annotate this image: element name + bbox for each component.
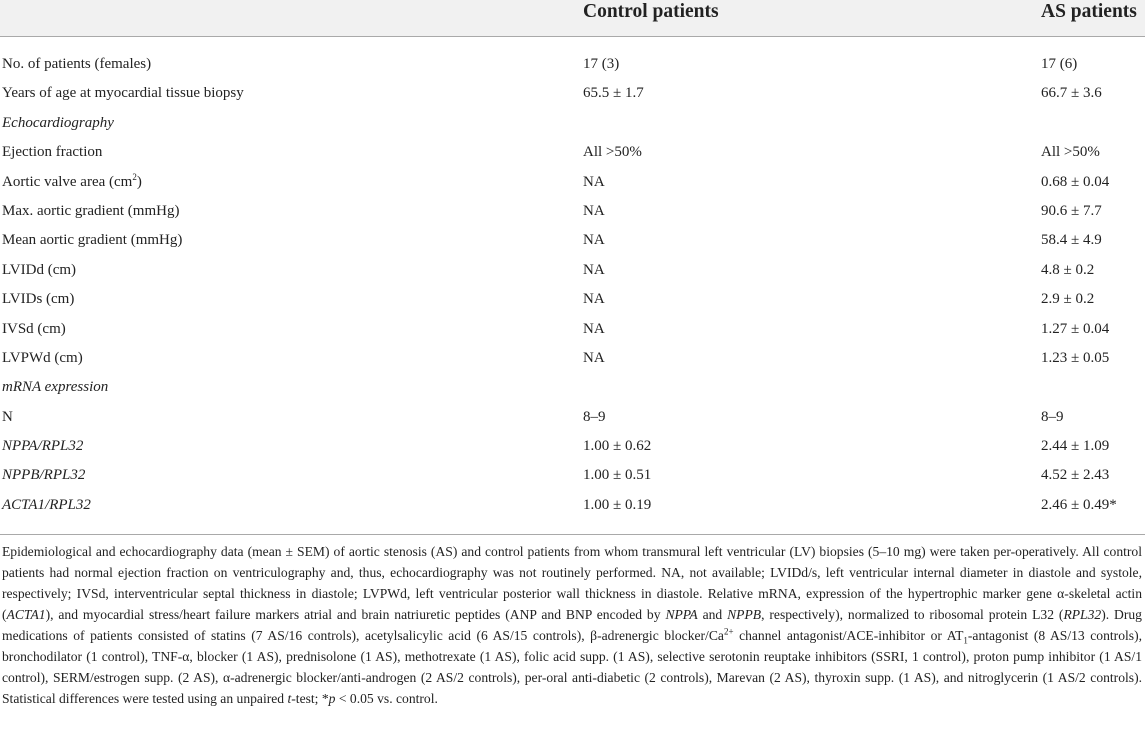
row-label: IVSd (cm)	[2, 320, 66, 337]
footnote-t-test: t	[287, 691, 292, 706]
row-label: NPPA/RPL32	[2, 438, 84, 455]
footnote-subscript: 1	[963, 635, 968, 646]
footnote-text: , respectively), normalized to ribosomal protein L32 (	[761, 607, 1064, 622]
as-value: 2.9 ± 0.2	[1041, 291, 1095, 308]
table-row	[0, 168, 1145, 197]
table-row	[0, 256, 1145, 285]
table-row	[0, 226, 1145, 255]
footnote-text: < 0.05 vs. control.	[335, 691, 438, 706]
control-value: NA	[583, 173, 605, 190]
as-value: 66.7 ± 3.6	[1041, 85, 1102, 102]
section-mrna-expression: mRNA expression	[2, 379, 109, 396]
as-value: 1.23 ± 0.05	[1041, 349, 1110, 366]
control-value: 1.00 ± 0.62	[583, 438, 652, 455]
control-value: 65.5 ± 1.7	[583, 85, 644, 102]
footnote-text: -antagonist (8 AS/13 controls), bronchodilator (1 control), TNF-α, blocker (1 AS), prednisolone (1 AS), methotrexate (1 AS), folic acid supp. (1 AS), selective serotonin reuptake inhibitors (SSRI, 1 control), proton pump inhibitor (1 AS/1 control), SERM/estrogen supp. (2 AS), α-adrenergic blocker/anti-androgen (2 AS/2 controls), per-oral anti-diabetic (2 controls), Marevan (2 AS), thyroxin supp. (1 AS), and nitroglycerin (1 AS/2 controls). Statistical differences were tested using an unpaired	[2, 628, 1142, 706]
control-value: NA	[583, 291, 605, 308]
footnote-text: Epidemiological and echocardiography data (mean ± SEM) of aortic stenosis (AS) and control patients from whom transmural left ventricular (LV) biopsies (5–10 mg) were taken per-operatively. All control patients had normal ejection fraction on ventriculography and, thus, echocardiography was not routinely performed. NA, not available; LVIDd/s, left ventricular internal diameter in diastole and systole, respectively; IVSd, interventricular septal thickness in diastole; LVPWd, left ventricular posterior wall thickness in diastole. Relative mRNA, expression of the hypertrophic marker gene α-skeletal actin (	[2, 544, 1142, 622]
footnote-text: -test; *	[291, 691, 329, 706]
table-row	[0, 344, 1145, 373]
table-row	[0, 461, 1145, 490]
row-label: LVPWd (cm)	[2, 349, 83, 366]
footnote-text: ). Drug medications of patients consisted of statins (7 AS/16 controls), acetylsalicylic acid (6 AS/15 controls), β-adrenergic blocker/Ca	[2, 607, 1142, 643]
section-header-row	[0, 373, 1145, 402]
footnote-gene-rpl32: RPL32	[1063, 607, 1102, 622]
footnote-gene-acta1: ACTA1	[6, 607, 46, 622]
row-label: LVIDd (cm)	[2, 261, 77, 278]
as-value: 17 (6)	[1041, 56, 1078, 72]
table-row	[0, 79, 1145, 108]
row-label: Years of age at myocardial tissue biopsy	[2, 85, 244, 102]
control-value: 1.00 ± 0.51	[583, 467, 652, 484]
table-row	[0, 138, 1145, 167]
control-value: NA	[583, 232, 605, 249]
label-text-end: )	[136, 173, 142, 190]
table-row	[0, 50, 1145, 79]
row-label: No. of patients (females)	[2, 56, 152, 72]
row-label: LVIDs (cm)	[2, 291, 75, 308]
footnote-text: channel antagonist/ACE-inhibitor or AT	[733, 628, 964, 643]
header-as-patients: AS patients	[1041, 1, 1137, 22]
table-bottom-rule	[0, 534, 1145, 535]
label-text: Aortic valve area (cm	[2, 173, 133, 190]
label-superscript: 2	[132, 171, 137, 182]
as-value: 0.68 ± 0.04	[1041, 173, 1110, 190]
as-value: 2.44 ± 1.09	[1041, 438, 1110, 455]
table-footnote	[2, 541, 1142, 709]
table-row	[0, 491, 1145, 520]
as-value: 1.27 ± 0.04	[1041, 320, 1110, 337]
as-value: 58.4 ± 4.9	[1041, 232, 1102, 249]
as-value: All >50%	[1041, 144, 1100, 161]
row-label: N	[2, 408, 13, 425]
as-value: 4.52 ± 2.43	[1041, 467, 1110, 484]
footnote-p-value: p	[328, 691, 336, 706]
control-value: NA	[583, 349, 605, 366]
table-row	[0, 285, 1145, 314]
as-value: 4.8 ± 0.2	[1041, 261, 1095, 278]
row-label: NPPB/RPL32	[2, 467, 86, 484]
control-value: 17 (3)	[583, 56, 620, 72]
control-value: NA	[583, 202, 605, 219]
control-value: 1.00 ± 0.19	[583, 496, 652, 513]
footnote-gene-nppb: NPPB	[727, 607, 762, 622]
table-row	[0, 315, 1145, 344]
section-echocardiography: Echocardiography	[2, 114, 114, 131]
table-row	[0, 197, 1145, 226]
as-value: 2.46 ± 0.49*	[1041, 496, 1117, 513]
row-label: ACTA1/RPL32	[2, 496, 91, 513]
table-row	[0, 432, 1145, 461]
table-body	[0, 50, 1145, 520]
footnote-superscript: 2+	[723, 626, 734, 637]
as-value: 90.6 ± 7.7	[1041, 202, 1102, 219]
header-control-patients: Control patients	[583, 1, 719, 22]
footnote-gene-nppa: NPPA	[665, 607, 698, 622]
control-value: NA	[583, 320, 605, 337]
footnote-text: and	[697, 607, 728, 622]
control-value: 8–9	[583, 408, 606, 425]
control-value: NA	[583, 261, 605, 278]
footnote-text: ), and myocardial stress/heart failure markers atrial and brain natriuretic peptides (ANP and BNP encoded by	[45, 607, 666, 622]
table-header	[0, 0, 1145, 37]
table-row	[0, 403, 1145, 432]
row-label: Ejection fraction	[2, 144, 103, 161]
row-label	[2, 168, 142, 197]
as-value: 8–9	[1041, 408, 1064, 425]
row-label: Mean aortic gradient (mmHg)	[2, 232, 183, 249]
control-value: All >50%	[583, 144, 642, 161]
row-label: Max. aortic gradient (mmHg)	[2, 202, 180, 219]
section-header-row	[0, 109, 1145, 138]
